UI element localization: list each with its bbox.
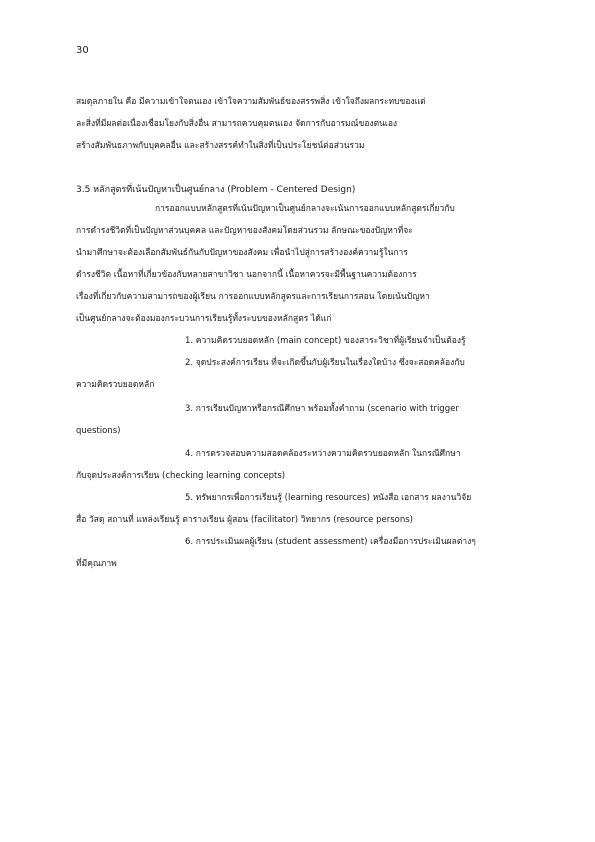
list-item-line: สื่อ วัสดุ สถานที่ แหล่งเรียนรู้ ตารางเรียน ผู้สอน (facilitator) วิทยากร (resource persons) [76,515,413,525]
list-item-line: กับจุดประสงค์การเรียน (checking learning concepts) [76,471,286,481]
list-item-line: 1. ความคิดรวบยอดหลัก (main concept) ของสาระวิชาที่ผู้เรียนจำเป็นต้องรู้ [185,336,466,346]
section-paragraph-line: นำมาศึกษาจะต้องเลือกสัมพันธ์กันกับปัญหาของสังคม เพื่อนำไปสู่การสร้างองค์ความรู้ในการ [76,248,408,258]
paragraph-line: ละสิ่งที่มีผลต่อเนื่องเชื่อมโยงกับสิ่งอื่น สามารถควบคุมตนเอง จัดการกับอารมณ์ของตนเอง [76,119,398,129]
page-number: 30 [76,45,89,56]
list-item-line: 3. การเรียนปัญหาหรือกรณีศึกษา พร้อมทั้งคำถาม (scenario with trigger [185,404,459,414]
paragraph-line: สร้างสัมพันธภาพกับบุคคลอื่น และสร้างสรรค์ทำในสิ่งที่เป็นประโยชน์ต่อส่วนรวม [76,141,365,151]
list-item-line: 2. จุดประสงค์การเรียน ที่จะเกิดขึ้นกับผู้เรียนในเรื่องใดบ้าง ซึ่งจะสอดคล้องกับ [185,358,465,368]
list-item-line: 6. การประเมินผลผู้เรียน (student assessment) เครื่องมือการประเมินผลต่างๆ [185,537,476,547]
list-item-line: 4. การตรวจสอบความสอดคล้องระหว่างความคิดรวบยอดหลัก ในกรณีศึกษา [185,449,461,459]
section-paragraph-line: การดำรงชีวิตที่เป็นปัญหาส่วนบุคคล และปัญหาของสังคมโดยส่วนรวม ลักษณะของปัญหาที่จะ [76,226,413,236]
list-item-line: ความคิดรวบยอดหลัก [76,380,155,390]
paragraph-line: สมดุลภายใน คือ มีความเข้าใจตนเอง เข้าใจความสัมพันธ์ของสรรพสิ่ง เข้าใจถึงผลกระทบของแต่ [76,97,426,107]
section-paragraph-line: การออกแบบหลักสูตรที่เน้นปัญหาเป็นศูนย์กลางจะเน้นการออกแบบหลักสูตรเกี่ยวกับ [155,204,455,214]
section-paragraph-line: ดำรงชีวิต เนื้อหาที่เกี่ยวข้องกับหลายสาขาวิชา นอกจากนี้ เนื้อหาควรจะมีพื้นฐานความต้องการ [76,270,417,280]
list-item-line: 5. ทรัพยากรเพื่อการเรียนรู้ (learning resources) หนังสือ เอกสาร ผลงานวิจัย [185,493,472,503]
section-paragraph-line: เรื่องที่เกี่ยวกับความสามารถของผู้เรียน การออกแบบหลักสูตรและการเรียนการสอน โดยเน้นปัญหา [76,292,430,302]
list-item-line: ที่มีคุณภาพ [76,559,117,569]
section-paragraph-line: เป็นศูนย์กลางจะต้องมองกระบวนการเรียนรู้ทั้งระบบของหลักสูตร ได้แก่ [76,314,332,324]
list-item-line: questions) [76,426,121,436]
section-heading: 3.5 หลักสูตรที่เน้นปัญหาเป็นศูนย์กลาง (Problem - Centered Design) [76,185,356,195]
